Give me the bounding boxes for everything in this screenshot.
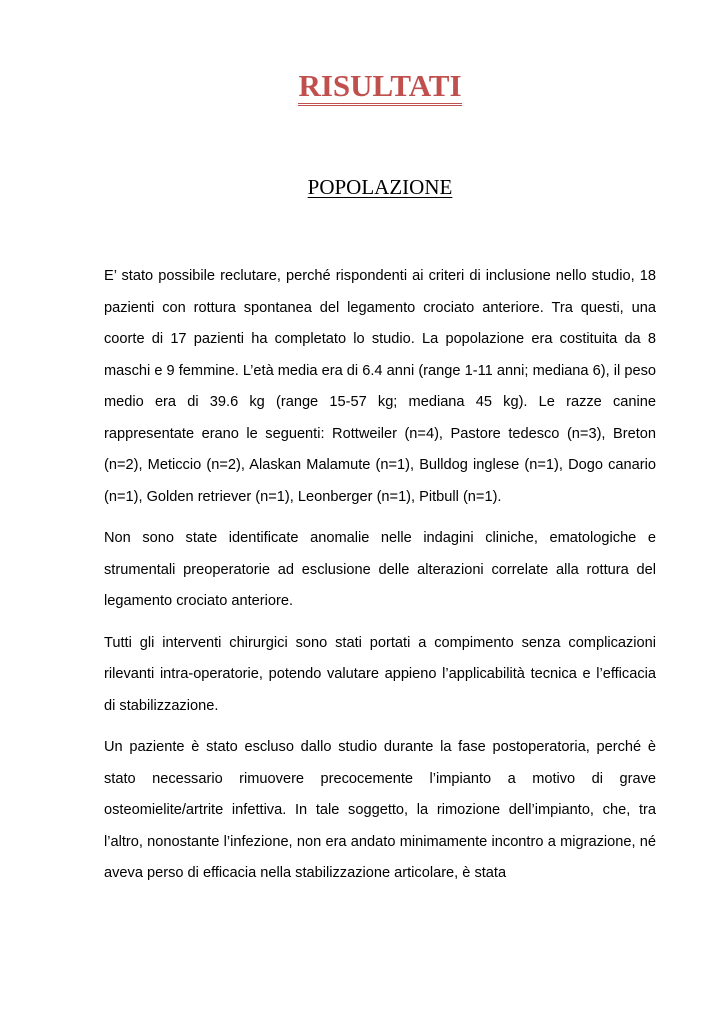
section-heading <box>0 173 725 201</box>
paragraph-exclusion: Un paziente è stato escluso dallo studio durante la fase postoperatoria, perché è stato necessario rimuovere precocemente l’impianto a motivo di grave osteomielite/artrite infettiva. In tale soggetto, la rimozione dell’impianto, che, tra l’altro, nonostante l’infezione, non era andato minimamente incontro a migrazione, né aveva perso di efficacia nella stabilizzazione articolare, è stata <box>104 739 656 881</box>
page-title-text: RISULTATI <box>298 70 461 106</box>
body-text <box>104 261 656 900</box>
section-heading-text: POPOLAZIONE <box>307 175 453 199</box>
paragraph-population: E’ stato possibile reclutare, perché rispondenti ai criteri di inclusione nello studio, 18 pazienti con rottura spontanea del legamento crociato anteriore. Tra questi, una coorte di 17 pazienti ha completato lo studio. La popolazione era costituita da 8 maschi e 9 femmine. L’età media era di 6.4 anni (range 1-11 anni; mediana 6), il peso medio era di 39.6 kg (range 15-57 kg; mediana 45 kg). Le razze canine rappresentate erano le seguenti: Rottweiler (n=4), Pastore tedesco (n=3), Breton (n=2), Meticcio (n=2), Alaskan Malamute (n=1), Bulldog inglese (n=1), Dogo canario (n=1), Golden retriever (n=1), Leonberger (n=1), Pitbull (n=1). <box>104 268 656 505</box>
paragraph-surgery: Tutti gli interventi chirurgici sono stati portati a compimento senza complicazioni rilevanti intra-operatorie, potendo valutare appieno l’applicabilità tecnica e l’efficacia di stabilizzazione. <box>104 634 656 714</box>
page-title <box>0 66 725 106</box>
paragraph-preoperative: Non sono state identificate anomalie nelle indagini cliniche, ematologiche e strumentali preoperatorie ad esclusione delle alterazioni correlate alla rottura del legamento crociato anteriore. <box>104 530 656 609</box>
